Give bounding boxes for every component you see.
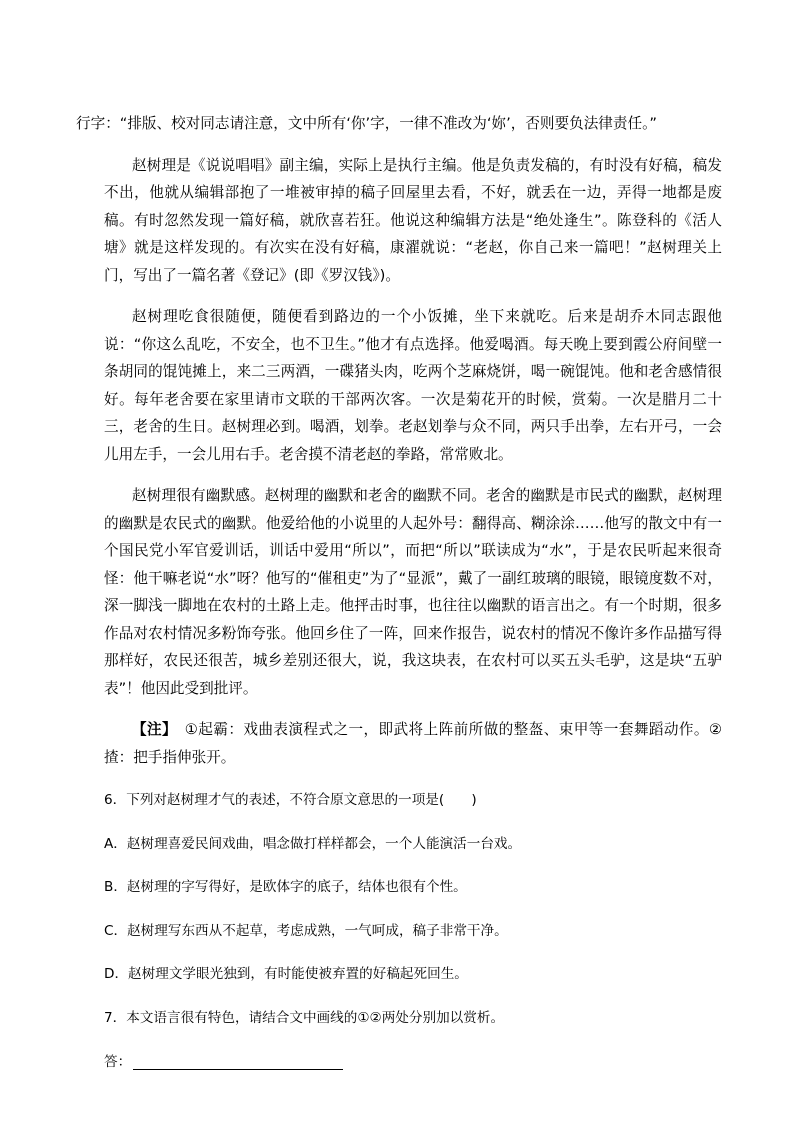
annotation-note — [104, 716, 722, 771]
answer-row — [104, 1050, 722, 1070]
question-6-option-b: B．赵树理的字写得好，是欧体字的底子，结体也很有个性。 — [104, 879, 467, 895]
paragraph-editor: 赵树理是《说说唱唱》副主编，实际上是执行主编。他是负责发稿的，有时没有好稿，稿发不出，他就从编辑部抱了一堆被审掉的稿子回屋里去看，不好，就丢在一边，弄得一地都是废稿。有时忽然发现一篇好稿，就欣喜若狂。他说这种编辑方法是“绝处逢生”。陈登科的《活人塘》就是这样发现的。有次实在没有好稿，康濯就说：“老赵，你自己来一篇吧！”赵树理关上门，写出了一篇名著《登记》(即《罗汉钱》)。 — [104, 156, 722, 284]
answer-blank[interactable] — [133, 1053, 343, 1070]
answer-label: 答： — [104, 1054, 132, 1070]
question-6-stem: 6．下列对赵树理才气的表述，不符合原文意思的一项是( ) — [104, 792, 477, 808]
paragraph-humor: 赵树理很有幽默感。赵树理的幽默和老舍的幽默不同。老舍的幽默是市民式的幽默，赵树理的幽默是农民式的幽默。他爱给他的小说里的人起外号：翻得高、糊涂涂……他写的散文中有一个国民党小军官爱训话，训话中爱用“所以”，而把“所以”联读成为“水”，于是农民听起来很奇怪：他干嘛老说“水”呀？他写的“催租吏”为了“显派”，戴了一副红玻璃的眼镜，眼镜度数不对，深一脚浅一脚地在农村的土路上走。他抨击时事，也往往以幽默的语言出之。有一个时期，很多作品对农村情况多粉饰夸张。他回乡住了一阵，回来作报告，说农村的情况不像许多作品描写得那样好，农民还很苦，城乡差别还很大，说，我这块表，在农村可以买五头毛驴，这是块“五驴表”！他因此受到批评。 — [104, 487, 722, 697]
question-7-stem: 7．本文语言很有特色，请结合文中画线的①②两处分别加以赏析。 — [104, 1009, 505, 1026]
question-6-option-a: A．赵树理喜爱民间戏曲，唱念做打样样都会，一个人能演活一台戏。 — [104, 835, 522, 852]
paragraph-continuation: 行字：“排版、校对同志请注意，文中所有‘你’字，一律不准改为‘妳’，否则要负法律责任。” — [76, 115, 657, 132]
paragraph-eating: 赵树理吃食很随便，随便看到路边的一个小饭摊，坐下来就吃。后来是胡乔木同志跟他说：“你这么乱吃，不安全，也不卫生。”他才有点选择。他爱喝酒。每天晚上要到霞公府间壁一条胡同的馄饨摊上，来二三两酒，一碟猪头肉，吃两个芝麻烧饼，喝一碗馄饨。他和老舍感情很好。每年老舍要在家里请市文联的干部两次客。一次是菊花开的时候，赏菊。一次是腊月二十三，老舍的生日。赵树理必到。喝酒，划拳。老赵划拳与众不同，两只手出拳，左右开弓，一会儿用左手，一会儿用右手。老舍摸不清老赵的拳路，常常败北。 — [104, 308, 722, 463]
note-text: ①起霸：戏曲表演程式之一，即武将上阵前所做的整盔、束甲等一套舞蹈动作。②揸：把手指伸张开。 — [104, 721, 723, 766]
question-6-option-c: C．赵树理写东西从不起草，考虑成熟，一气呵成，稿子非常干净。 — [104, 922, 508, 939]
note-label: 【注】 — [132, 721, 170, 738]
question-6-option-d: D．赵树理文学眼光独到，有时能使被弃置的好稿起死回生。 — [104, 966, 468, 982]
